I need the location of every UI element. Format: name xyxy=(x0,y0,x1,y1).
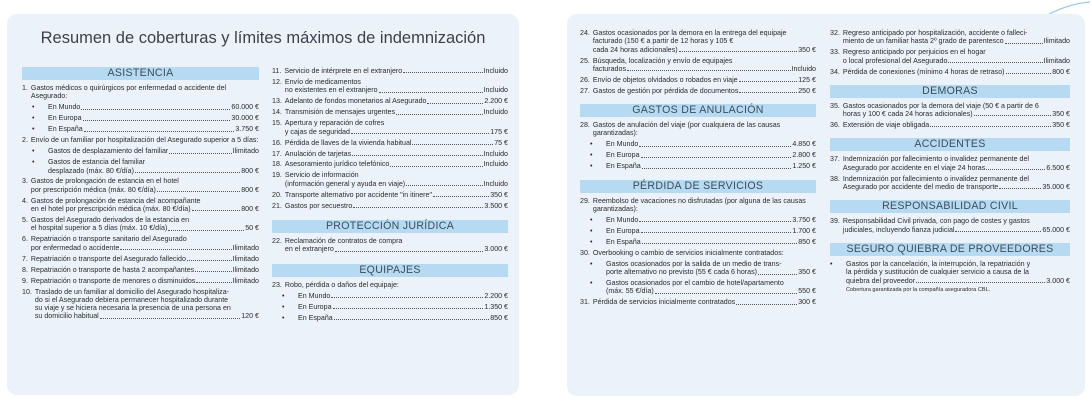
item-text: Regreso anticipado por perjuicios en el hogar xyxy=(842,48,986,57)
item-text: Indemnización por fallecimiento o invalidez permanente del xyxy=(842,174,1029,183)
item-number: 6. xyxy=(22,235,28,244)
item-value: 65.000 € xyxy=(1042,225,1070,234)
item-label: En España xyxy=(48,125,83,134)
item-number: 7. xyxy=(22,254,28,263)
bullet-icon: • xyxy=(590,215,593,224)
item-number: 10. xyxy=(22,287,32,296)
item-number: 36. xyxy=(830,121,840,130)
section-header-gastos-anulacion: GASTOS DE ANULACIÓN xyxy=(580,104,816,117)
coverage-subitem xyxy=(590,279,816,296)
item-text: Envío de medicamentos xyxy=(284,77,361,86)
item-value: 3.750 € xyxy=(792,215,816,224)
item-number: 21. xyxy=(272,201,282,210)
item-label: miento de un familiar hasta 2º grado de parentesco xyxy=(842,37,1004,46)
item-number: 30. xyxy=(580,248,590,257)
item-label: En Mundo xyxy=(606,140,639,149)
section-header-quiebra-proveedores: SEGURO QUIEBRA DE PROVEEDORES xyxy=(830,243,1070,256)
bullet-icon: • xyxy=(32,158,35,167)
item-value: 3.000 € xyxy=(1046,276,1070,285)
item-label: o local profesional del Asegurado xyxy=(842,56,948,65)
item-label: no existentes en el extranjero xyxy=(284,86,378,95)
coverage-subitem xyxy=(32,114,259,122)
item-value: 350 € xyxy=(490,190,508,199)
item-number: 11. xyxy=(272,67,282,75)
coverage-item xyxy=(22,288,259,321)
coverage-item xyxy=(272,119,508,136)
coverage-item xyxy=(272,150,508,158)
item-label: En Europa xyxy=(606,151,640,160)
item-label: En España xyxy=(298,313,333,322)
item-label: Adelanto de fondos monetarios al Asegurado xyxy=(284,97,427,106)
item-label: Servicio de intérprete en el extranjero xyxy=(284,67,403,75)
item-text: Responsabilidad Civil privada, con pago de costes y gastos xyxy=(842,217,1030,226)
item-label: su domicilio habitual xyxy=(34,312,99,321)
item-text: Regreso anticipado por hospitalización, accidente o falleci- xyxy=(842,29,1028,37)
coverage-item xyxy=(830,48,1070,65)
bullet-icon: • xyxy=(830,259,833,268)
item-value: 2.200 € xyxy=(484,97,508,106)
item-value: 50 € xyxy=(245,224,259,233)
item-number: 5. xyxy=(22,216,28,225)
item-text: Gastos ocasionados por la demora en la entrega del equipaje xyxy=(592,29,787,37)
item-label: el hospital superior a 5 días (máx. 10 €/día) xyxy=(30,224,168,233)
item-number: 26. xyxy=(580,75,590,84)
item-label: por enfermedad o accidente xyxy=(30,243,120,252)
item-value: Ilimitado xyxy=(232,254,259,263)
item-number: 32. xyxy=(830,29,840,37)
coverage-subitem xyxy=(590,238,816,246)
coverage-item xyxy=(830,175,1070,192)
coverage-item xyxy=(272,108,508,116)
coverage-item xyxy=(580,197,816,214)
item-label: En España xyxy=(606,162,641,171)
item-value: 800 € xyxy=(241,205,259,214)
item-value: 30.000 € xyxy=(231,114,259,123)
item-label: horas y 100 € cada 24 horas adicionales) xyxy=(842,110,973,119)
coverage-subitem xyxy=(590,216,816,224)
asistencia-column-2 xyxy=(272,67,508,325)
coverage-item xyxy=(272,202,508,210)
item-value: 800 € xyxy=(241,185,259,194)
item-value: 125 € xyxy=(798,75,816,84)
bullet-icon: • xyxy=(590,226,593,235)
coverage-item xyxy=(22,136,259,144)
item-label: Transporte alternativo por accidente "in itinere" xyxy=(284,190,432,199)
item-number: 27. xyxy=(580,86,590,95)
item-label: en el hotel por prescripción médica (máx. 80 €/día) xyxy=(30,205,191,214)
item-value: Ilimitado xyxy=(1043,37,1070,46)
coverage-item xyxy=(830,260,1070,285)
coverage-footnote: Cobertura garantizada por la compañía aseguradora CBL. xyxy=(846,287,991,294)
coverage-item xyxy=(580,29,816,54)
bullet-icon: • xyxy=(590,151,593,160)
item-text: Traslado de un familiar al domicilio del Asegurado hospitaliza- xyxy=(34,287,230,296)
coverage-subitem xyxy=(590,151,816,159)
item-number: 22. xyxy=(272,237,282,246)
coverage-item xyxy=(272,78,508,95)
item-label: En Europa xyxy=(606,226,640,235)
demoras-column xyxy=(830,29,1070,294)
coverage-item xyxy=(22,277,259,285)
item-text: Envío de un familiar por hospitalización del Asegurado superior a 5 días: xyxy=(30,136,259,145)
item-label: (máx. 55 €/día) xyxy=(606,287,654,296)
section-header-perdida-servicios: PÉRDIDA DE SERVICIOS xyxy=(580,180,816,193)
item-number: 17. xyxy=(272,149,282,158)
item-label: Repatriación o transporte del Asegurado fallecido xyxy=(30,254,186,263)
item-number: 25. xyxy=(580,56,590,65)
coverage-item xyxy=(580,76,816,84)
item-number: 13. xyxy=(272,97,282,106)
coverage-subitem xyxy=(32,125,259,133)
item-number: 12. xyxy=(272,77,282,86)
left-page xyxy=(7,14,519,395)
item-value: 800 € xyxy=(1052,67,1070,76)
item-label: En Mundo xyxy=(48,103,81,112)
item-value: 350 € xyxy=(1052,110,1070,119)
bullet-icon: • xyxy=(282,313,285,322)
item-number: 16. xyxy=(272,138,282,147)
bullet-icon: • xyxy=(282,302,285,311)
item-value: 300 € xyxy=(798,298,816,307)
coverage-item xyxy=(830,102,1070,119)
item-label: Asegurado por accidente en el viaje 24 horas xyxy=(842,163,986,172)
item-label: En Europa xyxy=(298,302,332,311)
item-label: Extensión de viaje obligada xyxy=(842,121,930,130)
item-value: 800 € xyxy=(241,166,259,175)
item-label: En España xyxy=(606,237,641,246)
item-label: Repatriación o transporte de menores o disminuidos xyxy=(30,276,196,285)
coverage-subitem xyxy=(590,162,816,170)
bullet-icon: • xyxy=(590,259,593,268)
item-label: Pérdida de servicios inicialmente contratados xyxy=(592,298,736,307)
item-value: Incluido xyxy=(791,64,816,73)
item-value: 3.500 € xyxy=(484,201,508,210)
item-label: quiebra del proveedor xyxy=(846,276,916,285)
right-page xyxy=(567,14,1085,396)
item-number: 2. xyxy=(22,136,28,145)
coverage-item xyxy=(830,121,1070,129)
section-header-demoras: DEMORAS xyxy=(830,85,1070,98)
item-number: 35. xyxy=(830,101,840,110)
item-number: 19. xyxy=(272,171,282,180)
bullet-icon: • xyxy=(32,125,35,134)
item-label: Transmisión de mensajes urgentes xyxy=(284,108,396,117)
coverage-item xyxy=(272,191,508,199)
coverage-item xyxy=(580,57,816,74)
item-text: Gastos ocasionados por el cambio de hotel/apartamento xyxy=(606,279,784,288)
coverage-subitem xyxy=(282,303,508,311)
item-text: Reclamación de contratos de compra xyxy=(284,237,403,246)
item-number: 20. xyxy=(272,190,282,199)
item-value: Incluido xyxy=(483,67,508,75)
coverage-subitem xyxy=(32,103,259,111)
item-value: 350 € xyxy=(1052,121,1070,130)
item-label: Pérdida de conexiones (mínimo 4 horas de retraso) xyxy=(842,67,1005,76)
item-value: Ilimitado xyxy=(1043,56,1070,65)
coverage-subitem xyxy=(32,147,259,155)
section-header-responsabilidad-civil: RESPONSABILIDAD CIVIL xyxy=(830,200,1070,213)
coverage-subitem xyxy=(282,292,508,300)
coverage-item xyxy=(580,249,816,257)
item-value: Ilimitado xyxy=(232,265,259,274)
item-value: 120 € xyxy=(241,312,259,321)
coverage-subitem xyxy=(590,227,816,235)
section-header-asistencia: ASISTENCIA xyxy=(22,67,259,80)
coverage-subitem xyxy=(590,260,816,277)
coverage-item xyxy=(22,177,259,194)
bullet-icon: • xyxy=(32,114,35,123)
item-value: 250 € xyxy=(798,86,816,95)
coverage-item xyxy=(272,237,508,254)
item-value: Incluido xyxy=(483,149,508,158)
asistencia-column xyxy=(22,67,259,323)
item-label: Envío de objetos olvidados o robados en viaje xyxy=(592,75,738,84)
item-label: Gastos de desplazamiento del familiar xyxy=(48,147,169,156)
item-value: Incluido xyxy=(483,179,508,188)
coverage-item xyxy=(580,121,816,138)
coverage-item xyxy=(830,217,1070,234)
item-number: 18. xyxy=(272,160,282,169)
item-label: Pérdida de llaves de la vivienda habitual xyxy=(284,138,412,147)
item-value: Incluido xyxy=(483,86,508,95)
item-number: 24. xyxy=(580,29,590,37)
item-value: 2.200 € xyxy=(484,291,508,300)
item-text: Servicio de información xyxy=(284,171,359,180)
coverage-subitem xyxy=(32,158,259,175)
item-value: 35.000 € xyxy=(1042,183,1070,192)
item-text: su viaje y se hiciera necesaria la presencia de una persona en xyxy=(34,304,231,313)
item-text: Gastos de prolongación de estancia en el hotel xyxy=(30,177,179,186)
bullet-icon: • xyxy=(32,103,35,112)
item-label: En Mundo xyxy=(298,291,331,300)
coverage-item xyxy=(272,97,508,105)
item-value: 350 € xyxy=(798,268,816,277)
item-value: 350 € xyxy=(798,45,816,54)
coverage-item xyxy=(830,68,1070,76)
item-label: y cajas de seguridad xyxy=(284,127,350,136)
item-value: 850 € xyxy=(490,313,508,322)
item-text: facturado (150 € a partir de 12 horas y 105 € xyxy=(592,37,734,46)
item-number: 3. xyxy=(22,177,28,186)
item-label: judiciales, incluyendo fianza judicial xyxy=(842,225,955,234)
item-number: 4. xyxy=(22,196,28,205)
item-label: Asegurado por accidente del medio de transporte xyxy=(842,183,999,192)
item-text: Gastos ocasionados por la demora del viaje (50 € a partir de 6 xyxy=(842,101,1039,110)
item-value: 1.250 € xyxy=(792,162,816,171)
item-value: 1.350 € xyxy=(484,302,508,311)
item-number: 1. xyxy=(22,84,28,92)
item-text: Búsqueda, localización y envío de equipajes xyxy=(592,56,733,65)
item-number: 39. xyxy=(830,217,840,226)
item-label: Repatriación o transporte de hasta 2 acompañantes xyxy=(30,265,195,274)
item-text: Gastos por la cancelación, la interrupción, la repatriación y xyxy=(846,259,1031,268)
item-label: Gastos de gestión por pérdida de documentos xyxy=(592,86,739,95)
bullet-icon: • xyxy=(590,279,593,288)
coverage-item xyxy=(22,197,259,214)
coverage-item xyxy=(272,67,508,75)
item-number: 29. xyxy=(580,196,590,205)
item-number: 37. xyxy=(830,155,840,164)
coverage-item xyxy=(580,298,816,306)
item-value: Ilimitado xyxy=(232,147,259,156)
bullet-icon: • xyxy=(590,162,593,171)
coverage-item xyxy=(830,155,1070,172)
coverage-item xyxy=(22,266,259,274)
coverage-item xyxy=(22,235,259,252)
item-text: Repatriación o transporte sanitario del Asegurado xyxy=(30,235,187,244)
item-value: 3.000 € xyxy=(484,245,508,254)
coverage-item xyxy=(272,160,508,168)
item-text: Reembolso de vacaciones no disfrutadas (por alguna de las causas garantizadas): xyxy=(592,196,806,213)
item-number: 8. xyxy=(22,265,28,274)
section-header-equipajes: EQUIPAJES xyxy=(272,264,508,277)
coverage-item xyxy=(22,216,259,233)
item-label: por prescripción médica (máx. 80 €/día) xyxy=(30,185,156,194)
bullet-icon: • xyxy=(32,147,35,156)
item-label: en el extranjero xyxy=(284,245,334,254)
bullet-icon: • xyxy=(590,237,593,246)
page-title: Resumen de coberturas y límites máximos de indemnización xyxy=(40,29,486,47)
item-text: Gastos de anulación del viaje (por cualquiera de las causas garantizadas): xyxy=(592,121,781,138)
item-value: Incluido xyxy=(483,108,508,117)
item-number: 33. xyxy=(830,48,840,57)
item-value: 550 € xyxy=(798,287,816,296)
section-header-proteccion-juridica: PROTECCIÓN JURÍDICA xyxy=(272,220,508,233)
item-number: 34. xyxy=(830,67,840,76)
item-text: Robo, pérdida o daños del equipaje: xyxy=(284,280,399,289)
item-label: Asesoramiento jurídico telefónico xyxy=(284,160,390,169)
item-value: 2.800 € xyxy=(792,151,816,160)
bullet-icon: • xyxy=(590,140,593,149)
item-number: 23. xyxy=(272,280,282,289)
coverage-item xyxy=(830,29,1070,46)
item-value: 1.700 € xyxy=(792,226,816,235)
item-number: 28. xyxy=(580,121,590,130)
equipajes-anulacion-column xyxy=(580,29,816,309)
item-value: Ilimitado xyxy=(232,276,259,285)
item-text: Gastos de estancia del familiar xyxy=(48,158,145,167)
bullet-icon: • xyxy=(282,291,285,300)
item-number: 31. xyxy=(580,298,590,307)
item-label: Anulación de tarjetas xyxy=(284,149,352,158)
item-text: Overbooking o cambio de servicios inicialmente contratados: xyxy=(592,248,784,257)
item-text: Gastos médicos o quirúrgicos por enfermedad o accidente del Asegurado: xyxy=(30,84,227,101)
item-value: 175 € xyxy=(490,127,508,136)
item-text: Apertura y reparación de cofres xyxy=(284,119,385,128)
coverage-item xyxy=(272,171,508,188)
item-text: Gastos de prolongación de estancia del acompañante xyxy=(30,196,201,205)
coverage-subitem xyxy=(282,314,508,322)
item-number: 14. xyxy=(272,108,282,117)
item-value: 6.500 € xyxy=(1046,163,1070,172)
item-number: 9. xyxy=(22,276,28,285)
item-text: Gastos ocasionados por la salida de un medio de trans- xyxy=(606,259,782,268)
coverage-item xyxy=(272,281,508,289)
coverage-subitem xyxy=(590,140,816,148)
coverage-item xyxy=(22,84,259,101)
item-value: 850 € xyxy=(798,237,816,246)
item-text: la pérdida y sustitución de cualquier servicio a causa de la xyxy=(846,268,1029,277)
item-text: Indemnización por fallecimiento o invalidez permanente del xyxy=(842,155,1029,164)
coverage-item xyxy=(22,255,259,263)
item-value: 3.750 € xyxy=(235,125,259,134)
item-label: facturados xyxy=(592,64,626,73)
item-label: porte alternativo no previsto (55 € cada 6 horas) xyxy=(606,268,758,277)
item-label: cada 24 horas adicionales) xyxy=(592,45,678,54)
item-value: Incluido xyxy=(483,160,508,169)
item-label: (información general y ayuda en viaje) xyxy=(284,179,406,188)
item-label: desplazado (máx. 80 €/día) xyxy=(48,166,134,175)
item-number: 15. xyxy=(272,119,282,128)
item-text: do si el Asegurado debiera permanecer hospitalizado durante xyxy=(34,295,229,304)
item-value: 75 € xyxy=(494,138,508,147)
item-value: 4.850 € xyxy=(792,140,816,149)
item-value: 60.000 € xyxy=(231,103,259,112)
section-header-accidentes: ACCIDENTES xyxy=(830,138,1070,151)
coverage-item xyxy=(580,87,816,95)
item-number: 38. xyxy=(830,174,840,183)
coverage-item xyxy=(272,139,508,147)
item-text: Gastos del Asegurado derivados de la estancia en xyxy=(30,216,190,225)
item-label: En Mundo xyxy=(606,215,639,224)
item-value: Ilimitado xyxy=(232,243,259,252)
item-label: Gastos por secuestro xyxy=(284,201,353,210)
item-label: En Europa xyxy=(48,114,82,123)
